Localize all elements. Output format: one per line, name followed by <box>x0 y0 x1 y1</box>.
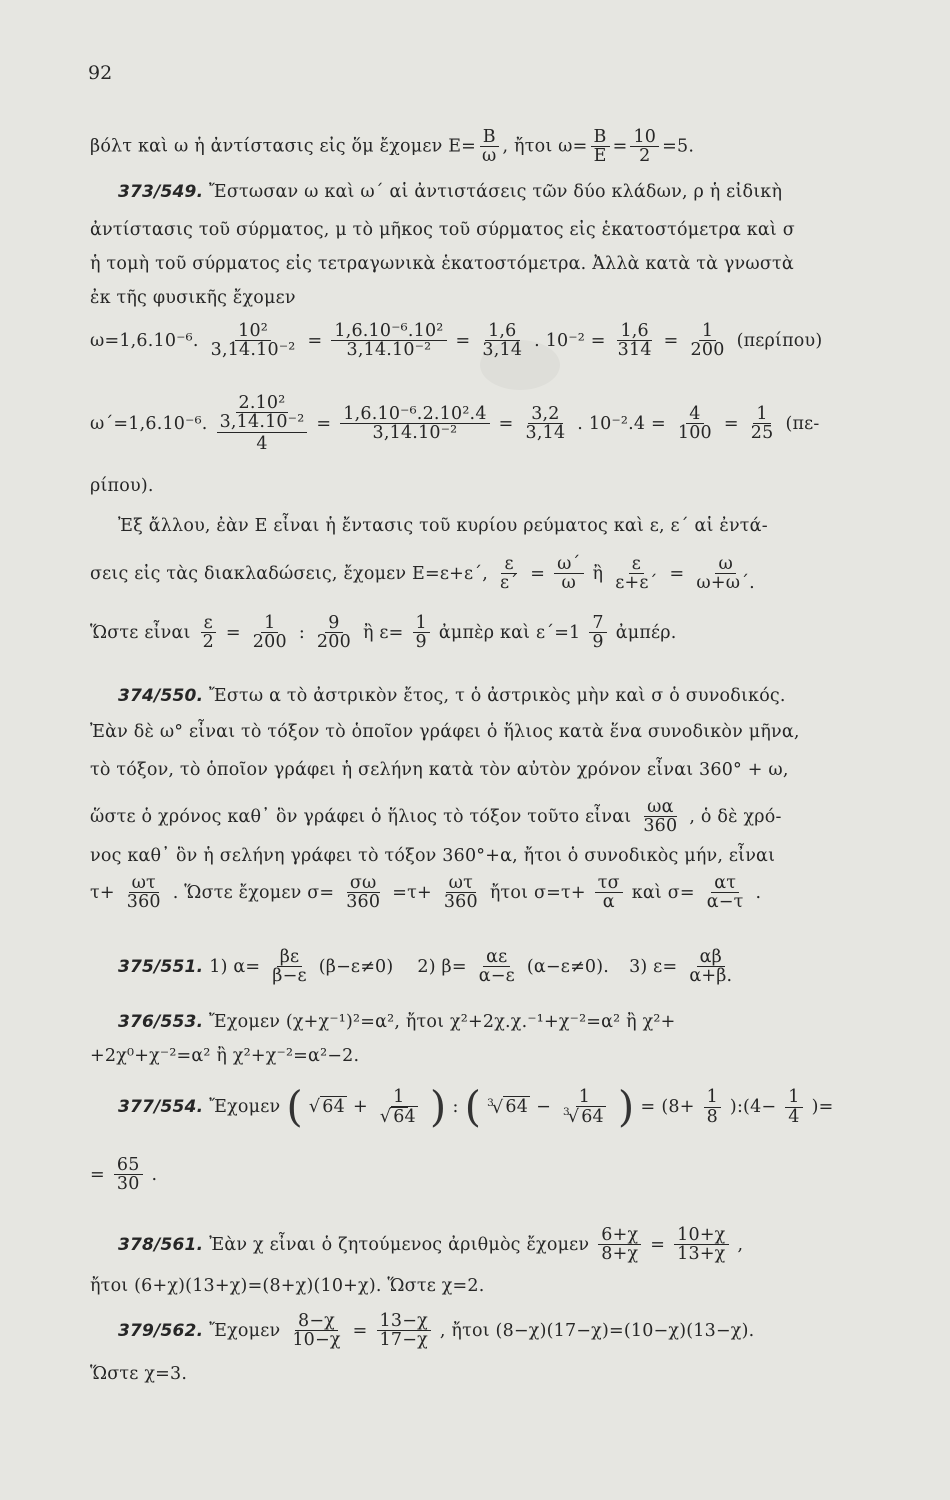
problem-377: 377/554. Ἔχομεν ( √ 64 + $\frac{1}{√ 64}$ ) : ( $^3$√ 64 − $\frac{1}{^3√ 64}$ ) = (8+ $\frac{1}{8}$ ):(4− $\frac{1}{4}$ )= <box>118 1082 834 1131</box>
problem-number: 379/562. <box>118 1320 204 1341</box>
page-number: 92 <box>88 62 113 84</box>
fraction: $\frac{6+\chi}{8+\chi}$ <box>598 1226 641 1264</box>
problem-373-line-7: σεις εἰς τὰς διακλαδώσεις, ἔχομεν Ε=ε+ε΄, $\frac{\varepsilon}{\varepsilon΄}$ = $\frac{\omega΄}{\omega}$ ἢ $\frac{\varepsilon}{\varepsilon+\varepsilon΄}$ = $\frac{\omega}{\omega+\omega΄.}$ <box>90 555 761 593</box>
fraction: $\frac{8-\chi}{10-\chi}$ <box>292 1311 341 1351</box>
problem-373-line-8: Ὥστε εἶναι $\frac{\varepsilon}{2}$ = $\frac{1}{200}$ : $\frac{9}{200}$ ἢ ε= $\frac{1}{9}$ ἀμπὲρ καὶ ε΄=1 $\frac{7}{9}$ ἀμπέρ. <box>90 613 677 653</box>
problem-number: 374/550. <box>118 686 204 706</box>
problem-373-line-1: 373/549. Ἔστωσαν ω καὶ ω΄ αἱ ἀντιστάσεις τῶν δύο κλάδων, ρ ἡ εἰδικὴ <box>118 182 783 202</box>
problem-373-line-2: ἀντίστασις τοῦ σύρματος, μ τὸ μῆκος τοῦ σύρματος εἰς ἑκατοστόμετρα καὶ σ <box>90 220 795 240</box>
fraction: $\frac{1}{200}$ <box>690 321 725 361</box>
fraction: $\frac{1}{4}$ <box>785 1088 802 1126</box>
fraction: $\frac{\text{1,6.10⁻⁶.10²}}{\text{3,14.10⁻²}}$ <box>331 322 446 360</box>
fraction: $\frac{10+\chi}{13+\chi}$ <box>674 1226 728 1264</box>
fraction: $\frac{\omega\alpha}{360}$ <box>643 797 678 837</box>
fraction: $\frac{\omega΄}{\omega}$ <box>554 555 583 593</box>
fraction: $\frac{9}{200}$ <box>316 613 351 653</box>
problem-374-line-3: τὸ τόξον, τὸ ὁποῖον γράφει ἡ σελήνη κατὰ τὸν αὐτὸν χρόνον εἶναι 360° + ω, <box>90 760 789 780</box>
problem-373-line-3: ἡ τομὴ τοῦ σύρματος εἰς τετραγωνικὰ ἑκατοστόμετρα. Ἀλλὰ κατὰ τὰ γνωστὰ <box>90 254 794 274</box>
problem-375: 375/551. 1) α= $\frac{\beta\varepsilon}{\beta-\varepsilon}$ (β−ε≠0) 2) β= $\frac{\alpha\varepsilon}{\alpha-\varepsilon}$ (α−ε≠0). 3) ε= $\frac{\alpha\beta}{\alpha+\beta.}$ <box>118 948 738 986</box>
fraction: $\frac{\alpha\tau}{\alpha-\tau}$ <box>706 873 744 913</box>
fraction: $\frac{1}{√ 64}$ <box>379 1087 416 1127</box>
fraction: $\frac{1}{25}$ <box>750 403 774 444</box>
fraction: $\frac{\varepsilon}{2}$ <box>202 613 214 653</box>
equation-omega: ω=1,6.10⁻⁶. $\frac{\text{10²}}{\text{3,14.10⁻²}}$ = $\frac{\text{1,6.10⁻⁶.10²}}{\text{3,14.10⁻²}}$ = $\frac{1,6}{3,14}$ . 10⁻² = $\frac{1,6}{314}$ = $\frac{1}{200}$ (περίπου) <box>90 321 823 361</box>
fraction: $\frac{3,2}{3,14}$ <box>525 403 566 444</box>
problem-374-line-4: ὥστε ὁ χρόνος καθ᾽ ὃν γράφει ὁ ἥλιος τὸ τόξον τοῦτο εἶναι $\frac{\omega\alpha}{360}$ , ὁ δὲ χρό- <box>90 797 782 837</box>
fraction: $\frac{\omega}{\omega+\omega΄.}$ <box>696 554 755 594</box>
problem-number: 375/551. <box>118 956 204 977</box>
fraction: $\frac{13-\chi}{17-\chi}$ <box>377 1312 431 1350</box>
fraction: $\frac{\text{10²}}{\text{3,14.10⁻²}}$ <box>210 321 296 361</box>
problem-374-line-6: τ+ $\frac{\omega\tau}{360}$ . Ὥστε ἔχομεν σ= $\frac{\sigma\omega}{360}$ =τ+ $\frac{\omega\tau}{360}$ ἤτοι σ=τ+ $\frac{\tau\sigma}{\alpha}$ καὶ σ= $\frac{\alpha\tau}{\alpha-\tau}$ . <box>90 873 762 913</box>
problem-378-line-2: ἤτοι (6+χ)(13+χ)=(8+χ)(10+χ). Ὥστε χ=2. <box>90 1276 485 1296</box>
fraction: $\frac{10}{2}$ <box>630 128 659 166</box>
problem-number: 376/553. <box>118 1012 204 1032</box>
problem-373-line-6: Ἐξ ἄλλου, ἐὰν Ε εἶναι ἡ ἔντασις τοῦ κυρίου ρεύματος καὶ ε, ε΄ αἱ ἐντά- <box>118 516 768 536</box>
fraction: $\frac{B}{E}$ <box>591 128 610 166</box>
problem-374-line-1: 374/550. Ἔστω α τὸ ἀστρικὸν ἔτος, τ ὁ ἀστρικὸς μὴν καὶ σ ὁ συνοδικός. <box>118 686 786 706</box>
fraction: $\frac{\text{1,6.10⁻⁶.2.10².4}}{\text{3,14.10⁻²}}$ <box>340 405 489 443</box>
problem-374-line-5: νος καθ᾽ ὃν ἡ σελήνη γράφει τὸ τόξον 360°+α, ἤτοι ὁ συνοδικὸς μήν, εἶναι <box>90 846 776 866</box>
problem-374-line-2: Ἐὰν δὲ ω° εἶναι τὸ τόξον τὸ ὁποῖον γράφει ὁ ἥλιος κατὰ ἕνα συνοδικὸν μῆνα, <box>90 722 800 742</box>
problem-377-result: = $\frac{65}{30}$ . <box>90 1155 158 1195</box>
fraction: $\frac{\omega\tau}{360}$ <box>126 873 161 913</box>
problem-378-line-1: 378/561. Ἐὰν χ εἶναι ὁ ζητούμενος ἀριθμὸς ἔχομεν $\frac{6+\chi}{8+\chi}$ = $\frac{10+\chi}{13+\chi}$ , <box>118 1225 744 1265</box>
fraction: $\frac{1}{8}$ <box>704 1088 721 1126</box>
problem-376-line-1: 376/553. Ἔχομεν (χ+χ⁻¹)²=α², ἤτοι χ²+2χ.χ.⁻¹+χ⁻²=α² ἢ χ²+ <box>118 1012 676 1032</box>
square-root: √ 64 <box>308 1097 345 1117</box>
problem-373-line-5: ρίπου). <box>90 476 154 496</box>
problem-379-line-1: 379/562. Ἔχομεν $\frac{8-\chi}{10-\chi}$ = $\frac{13-\chi}{17-\chi}$ , ἤτοι (8−χ)(17−χ)=(10−χ)(13−χ). <box>118 1311 755 1351</box>
fraction: $\frac{1,6}{314}$ <box>617 321 652 361</box>
fraction: 2.10² 3,14.10⁻² 4 <box>217 394 308 453</box>
cube-root: $^3$√ 64 <box>487 1096 529 1118</box>
problem-number: 377/554. <box>118 1097 204 1117</box>
fraction: $\frac{1,6}{3,14}$ <box>482 321 523 361</box>
problem-379-line-2: Ὥστε χ=3. <box>90 1364 188 1384</box>
fraction: $\frac{\omega\tau}{360}$ <box>443 873 478 913</box>
fraction: $\frac{1}{9}$ <box>413 614 430 652</box>
fraction: $\frac{65}{30}$ <box>114 1156 143 1194</box>
problem-376-line-2: +2χ⁰+χ⁻²=α² ἢ χ²+χ⁻²=α²−2. <box>90 1046 360 1066</box>
fraction: $\frac{\sigma\omega}{360}$ <box>346 873 381 913</box>
fraction: $\frac{1}{^3√ 64}$ <box>562 1086 604 1127</box>
problem-373-line-4: ἐκ τῆς φυσικῆς ἔχομεν <box>90 288 296 308</box>
fraction: $\frac{4}{100}$ <box>677 403 712 444</box>
intro-line: βόλτ καὶ ω ἡ ἀντίστασις εἰς ὅμ ἔχομεν Ε= $\frac{B}{\omega}$ , ἤτοι ω= $\frac{B}{E}$ = $\frac{10}{2}$ =5. <box>90 127 695 167</box>
fraction: $\frac{\varepsilon}{\varepsilon΄}$ <box>499 554 519 594</box>
fraction: $\frac{\tau\sigma}{\alpha}$ <box>595 874 623 912</box>
fraction: $\frac{B}{\omega}$ <box>479 128 499 166</box>
equation-omega-prime: ω΄=1,6.10⁻⁶. 2.10² 3,14.10⁻² 4 = $\frac{\text{1,6.10⁻⁶.2.10².4}}{\text{3,14.10⁻²}}$ = $\frac{3,2}{3,14}$ . 10⁻².4 = $\frac{4}{100}$ = $\frac{1}{25}$ (πε- <box>90 393 820 454</box>
fraction: $\frac{\alpha\beta}{\alpha+\beta.}$ <box>689 947 733 987</box>
fraction: $\frac{1}{200}$ <box>252 613 287 653</box>
fraction: $\frac{\beta\varepsilon}{\beta-\varepsilon}$ <box>272 947 307 987</box>
fraction: $\frac{\varepsilon}{\varepsilon+\varepsilon΄}$ <box>615 554 658 594</box>
problem-number: 378/561. <box>118 1234 204 1255</box>
problem-number: 373/549. <box>118 182 204 202</box>
fraction: $\frac{\alpha\varepsilon}{\alpha-\varepsilon}$ <box>478 947 515 987</box>
fraction: $\frac{7}{9}$ <box>589 614 606 652</box>
